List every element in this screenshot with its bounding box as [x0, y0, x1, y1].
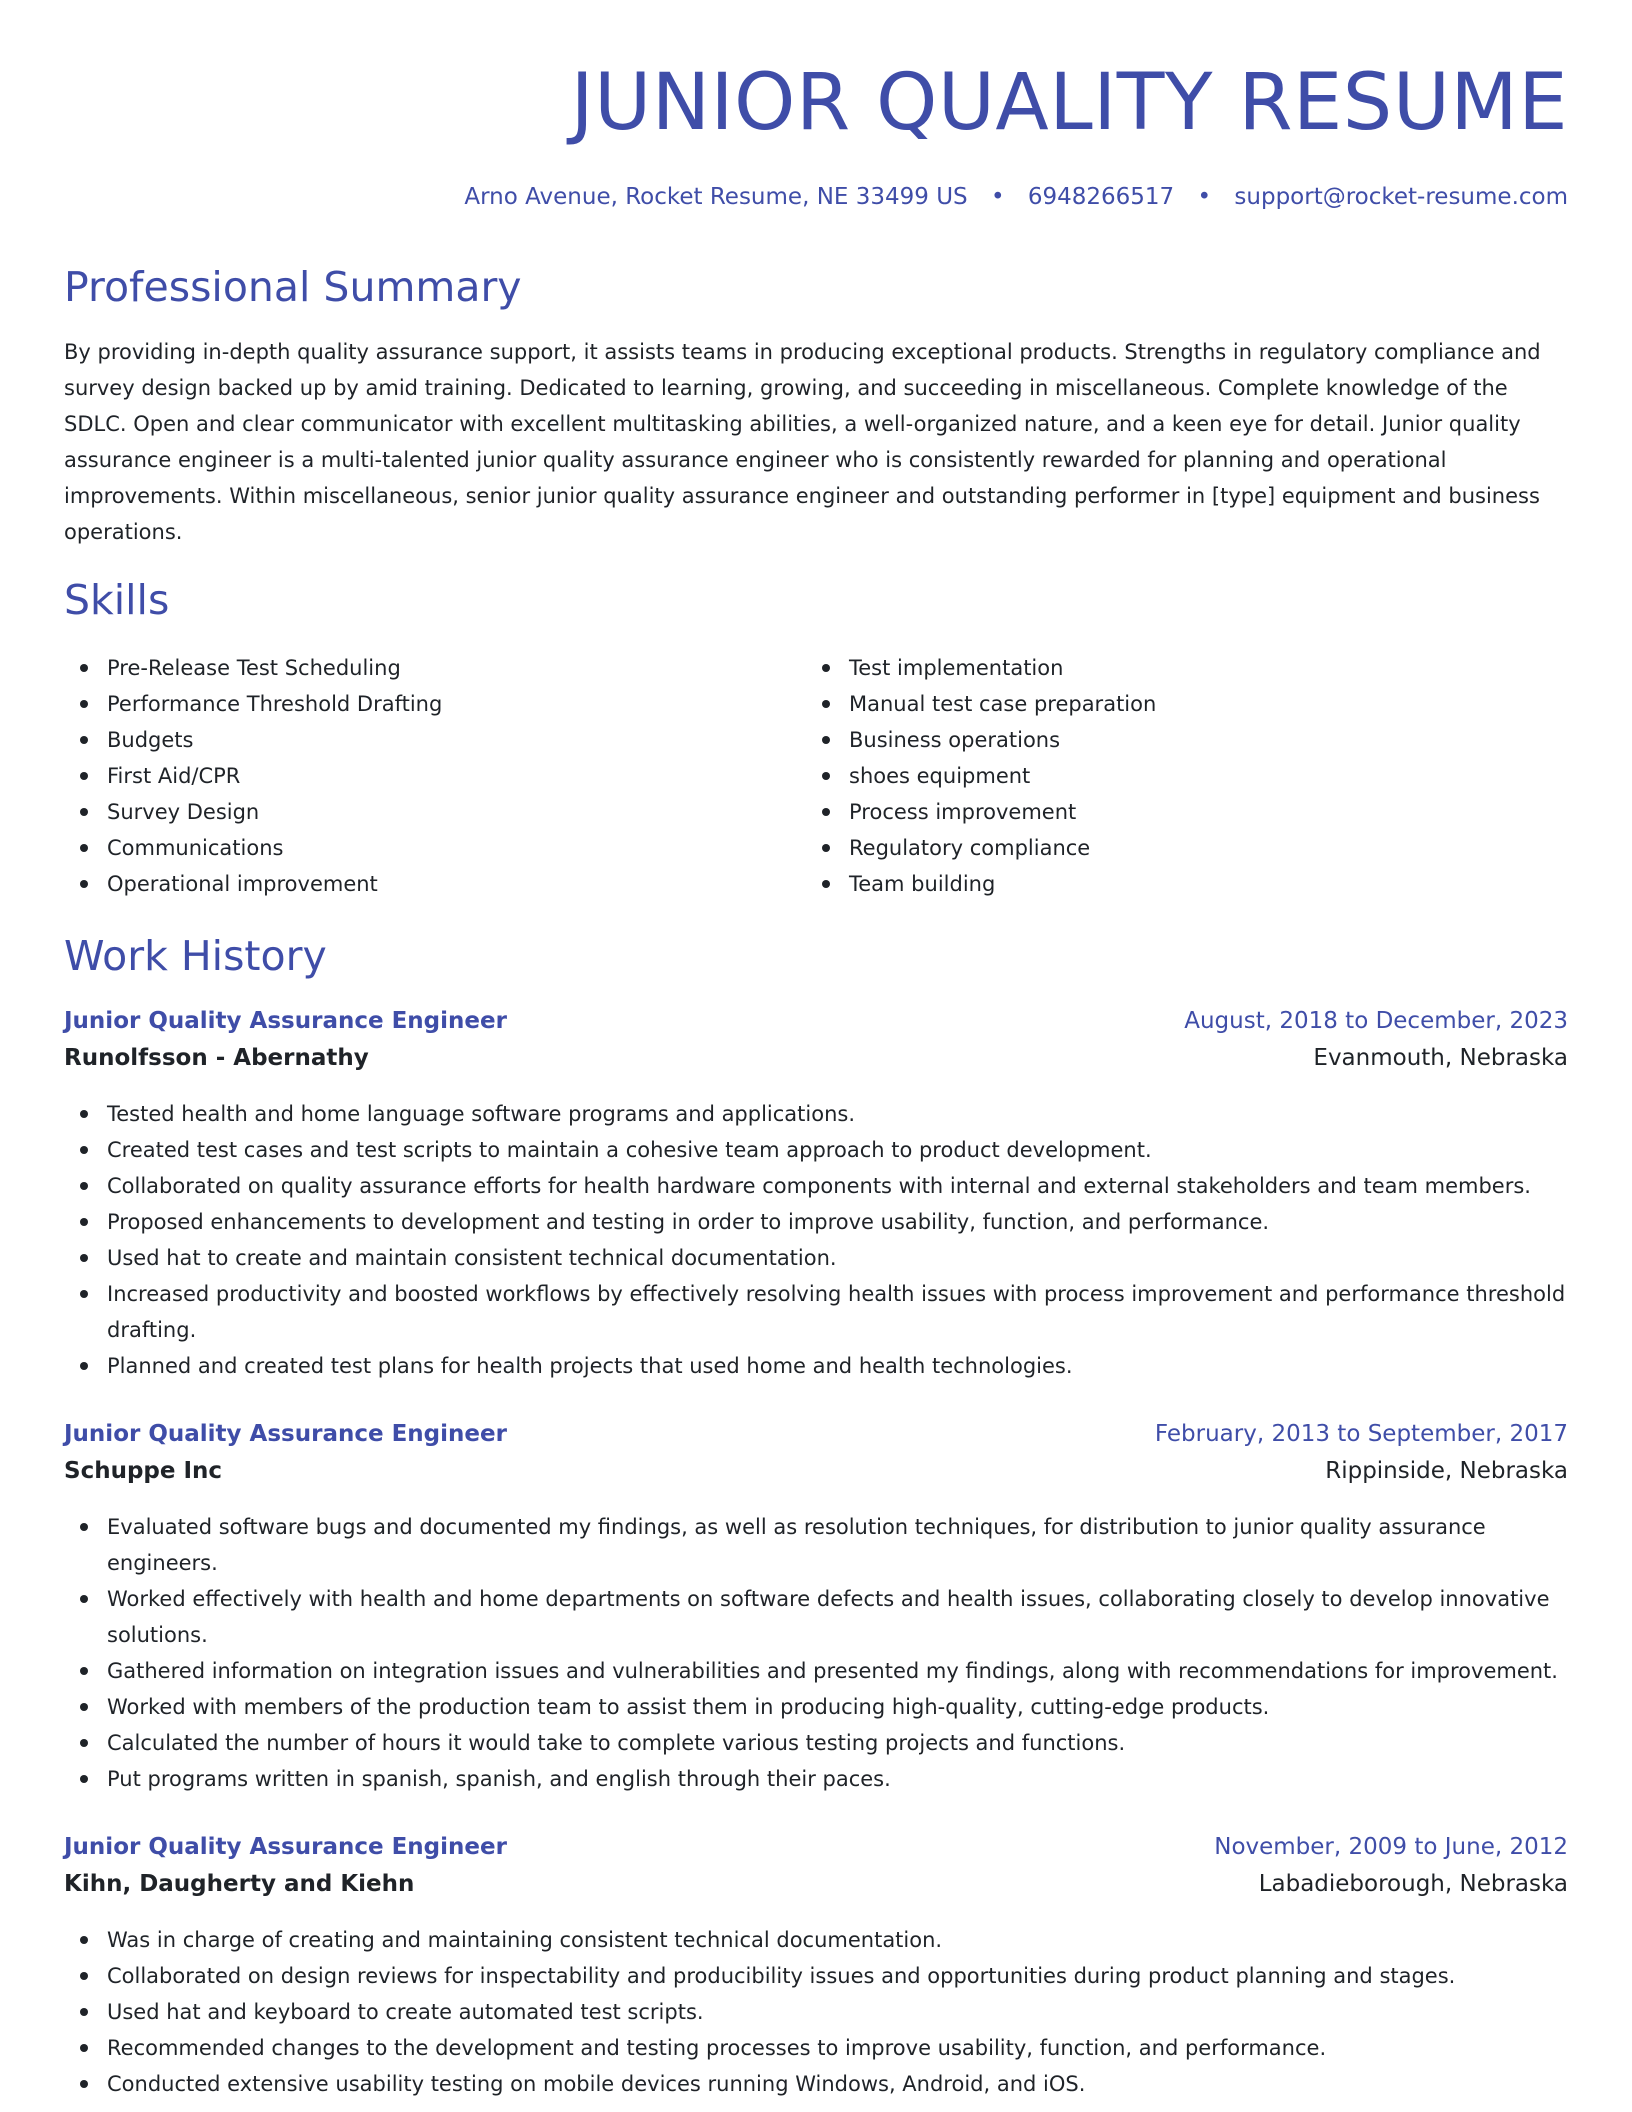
duty-item: Tested health and home language software programs and applications.: [64, 1096, 1568, 1132]
duty-item: Was in charge of creating and maintaining consistent technical documentation.: [64, 1922, 1568, 1958]
resume-name: JUNIOR QUALITY RESUME: [570, 58, 1568, 148]
job-title: Junior Quality Assurance Engineer: [64, 1834, 507, 1860]
job-dates: February, 2013 to September, 2017: [1154, 1421, 1568, 1447]
duty-item: Used hat to create and maintain consistent technical documentation.: [64, 1240, 1568, 1276]
duty-item: Calculated the number of hours it would take to complete various testing projects and functions.: [64, 1725, 1568, 1761]
job-dates: November, 2009 to June, 2012: [1214, 1834, 1568, 1860]
duty-item: Conducted extensive usability testing on mobile devices running Windows, Android, and iOS.: [64, 2066, 1568, 2102]
skill-item: Manual test case preparation: [806, 686, 1568, 722]
job-location: Evanmouth, Nebraska: [1313, 1045, 1568, 1071]
skill-item: Process improvement: [806, 794, 1568, 830]
contact-email: support@rocket-resume.com: [1234, 184, 1568, 210]
skills-heading: Skills: [64, 576, 170, 624]
duty-item: Collaborated on quality assurance efforts for health hardware components with internal and external stakeholders and team members.: [64, 1168, 1568, 1204]
summary-text: By providing in-depth quality assurance support, it assists teams in producing exceptional products. Strengths in regulatory compliance and survey design backed up by amid training. Dedicated to learning, growing, and succeeding in miscellaneous. Complete knowledge of the SDLC. Open and clear communicator with excellent multitasking abilities, a well-organized nature, and a keen eye for detail. Junior quality assurance engineer is a multi-talented junior quality assurance engineer who is consistently rewarded for planning and operational improvements. Within miscellaneous, senior junior quality assurance engineer and outstanding performer in [type] equipment and business operations.: [64, 340, 1541, 544]
duty-item: Evaluated software bugs and documented my findings, as well as resolution techniques, for distribution to junior quality assurance engineers.: [64, 1509, 1568, 1581]
duty-item: Gathered information on integration issues and vulnerabilities and presented my findings, along with recommendations for improvement.: [64, 1653, 1568, 1689]
contact-line: [464, 180, 1568, 214]
skill-item: Team building: [806, 866, 1568, 902]
job-location: Rippinside, Nebraska: [1325, 1458, 1568, 1484]
contact-phone: 6948266517: [1027, 184, 1175, 210]
contact-address: Arno Avenue, Rocket Resume, NE 33499 US: [464, 184, 968, 210]
duty-item: Recommended changes to the development and testing processes to improve usability, function, and performance.: [64, 2030, 1568, 2066]
duty-item: Put programs written in spanish, spanish, and english through their paces.: [64, 1761, 1568, 1797]
duty-item: Worked effectively with health and home departments on software defects and health issues, collaborating closely to develop innovative solutions.: [64, 1581, 1568, 1653]
skill-item: Communications: [64, 830, 804, 866]
job-title: Junior Quality Assurance Engineer: [64, 1008, 507, 1034]
skill-item: Pre-Release Test Scheduling: [64, 650, 804, 686]
skill-item: Regulatory compliance: [806, 830, 1568, 866]
duty-item: Worked with members of the production team to assist them in producing high-quality, cutting-edge products.: [64, 1689, 1568, 1725]
skill-item: Budgets: [64, 722, 804, 758]
skill-item: Operational improvement: [64, 866, 804, 902]
job-duties-list: [64, 1509, 1568, 1797]
job-dates: August, 2018 to December, 2023: [1184, 1008, 1568, 1034]
skill-item: Survey Design: [64, 794, 804, 830]
duty-item: Collaborated on design reviews for inspectability and producibility issues and opportunities during product planning and stages.: [64, 1958, 1568, 1994]
skill-item: Business operations: [806, 722, 1568, 758]
company-name: Kihn, Daugherty and Kiehn: [64, 1871, 415, 1897]
summary-heading: Professional Summary: [64, 263, 522, 311]
duty-item: Planned and created test plans for health projects that used home and health technologies.: [64, 1348, 1568, 1384]
duty-item: Increased productivity and boosted workflows by effectively resolving health issues with process improvement and performance threshold drafting.: [64, 1276, 1568, 1348]
skill-item: shoes equipment: [806, 758, 1568, 794]
work-history-heading: Work History: [64, 932, 327, 980]
skill-item: Performance Threshold Drafting: [64, 686, 804, 722]
duty-item: Used hat and keyboard to create automated test scripts.: [64, 1994, 1568, 2030]
contact-separator: •: [990, 184, 1005, 210]
job-title: Junior Quality Assurance Engineer: [64, 1421, 507, 1447]
company-name: Runolfsson - Abernathy: [64, 1045, 369, 1071]
skill-item: First Aid/CPR: [64, 758, 804, 794]
company-name: Schuppe Inc: [64, 1458, 223, 1484]
job-duties-list: [64, 1922, 1568, 2102]
contact-separator: •: [1197, 184, 1212, 210]
duty-item: Proposed enhancements to development and testing in order to improve usability, function, and performance.: [64, 1204, 1568, 1240]
skill-item: Test implementation: [806, 650, 1568, 686]
skills-list-left: [64, 650, 804, 902]
duty-item: Created test cases and test scripts to maintain a cohesive team approach to product development.: [64, 1132, 1568, 1168]
job-location: Labadieborough, Nebraska: [1258, 1871, 1568, 1897]
job-duties-list: [64, 1096, 1568, 1384]
skills-list-right: [806, 650, 1568, 902]
